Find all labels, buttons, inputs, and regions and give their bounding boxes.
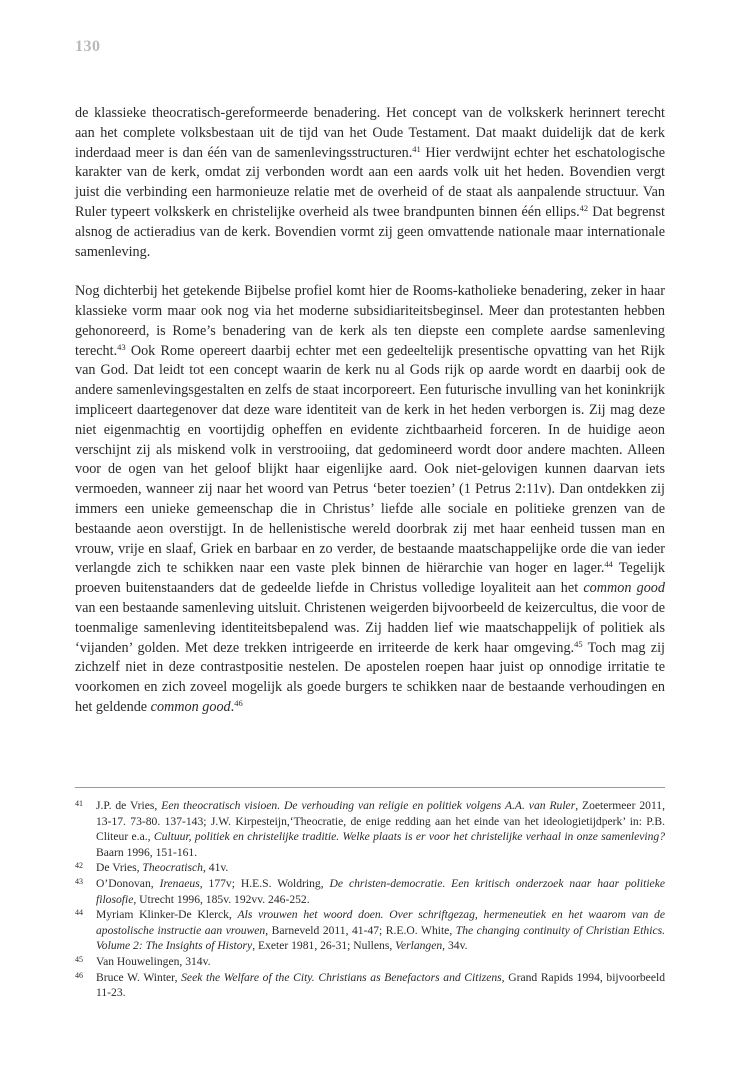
footnote [75,860,665,876]
text-run: Bruce W. Winter, [96,970,182,984]
text-run: Ook Rome opereert daarbij echter met een gedeeltelijk presentische opvatting van het Rijk van God. Dat leidt tot een concept waarin de kerk nu al Gods rijk op aarde wordt en daarbij ook de andere samenlevingsgestalten en zelfs de staat incorporeert. Een futurische invulling van het koninkrijk impliceert daartegenover dat deze ware identiteit van de kerk in het heden verborgen is. Zij mag deze niet eigenmachtig en voortijdig opheffen en evidente zichtbaarheid forceren. In de huidige aeon verschijnt zij als miskend volk in verstrooiing, dat gedomineerd wordt door andere machten. Alleen voor de ogen van het geloof blijkt haar eigenlijke aard. Ook niet-gelovigen kunnen daarvan iets vermoeden, wanneer zij naar het woord van Petrus ‘beter toezien’ (1 Petrus 2:11v). Dan ontdekken zij immers een unieke gemeenschap die in Christus’ liefde alle sociale en politieke grenzen van de bestaande aeon overstijgt. In de hellenistische wereld doorbrak zij met haar eenheid tussen man en vrouw, vrije en slaaf, Griek en barbaar en zo verder, de bestaande maatschappelijke orde die van ieder verlangde zich te schikken naar een vaste plek binnen de hiërarchie van hoger en lager. [75,342,665,577]
text-run: Tegelijk proeven buitenstaanders dat de gedeelde liefde in Christus volledige loyaliteit aan het [75,560,666,597]
body-text [75,104,665,718]
paragraph [75,104,665,262]
text-run: , 34v. [442,939,468,953]
text-run: Myriam Klinker-De Klerck, [96,908,238,922]
italic-text: common good [150,698,231,715]
footnote-ref: 41 [412,143,421,154]
text-run: Toch mag zij zichzelf niet in deze contrastpositie nestelen. De apostelen roepen haar juist op onnodige irritatie te voorkomen en zich zoveel mogelijk als goede burgers te schikken naar de bestaande verhoudingen en het geldende [75,639,665,715]
footnote-number: 42 [75,861,83,871]
footnotes [75,798,665,1001]
footnote [75,798,665,860]
text-run: Dat begrenst alsnog de actieradius van de kerk. Bovendien vormt zij geen omvattende nationale maar internationale samenleving. [75,203,665,260]
italic-text: common good [583,580,665,597]
text-run: , Exeter 1981, 26-31; Nullens, [252,939,396,953]
paragraph [75,282,665,718]
text-run: , 177v; H.E.S. Woldring, [199,876,330,890]
footnote-number: 45 [75,954,83,964]
text-run: van een bestaande samenleving uitsluit. Christenen weigerden bijvoorbeeld de keizercultus, die voor de toenmalige samenleving identiteitsbepalend was. Zij hadden lief wie maatschappelijk of politiek als ‘vijanden’ golden. Met deze trekken intrigeerde en irriteerde de kerk haar omgeving. [75,599,665,656]
footnote [75,954,665,970]
italic-text: Verlangen [395,939,443,953]
footnote-ref: 45 [574,638,583,649]
italic-text: Seek the Welfare of the City. Christians as Benefactors and Citizens [181,970,502,984]
text-run: J.P. de Vries, [96,799,162,812]
footnote-text [96,954,665,970]
footnote-text [96,907,665,954]
text-run: de klassieke theocratisch-gereformeerde benadering. Het concept van de volkskerk herinnert terecht aan het complete volksbestaan uit de tijd van het Oude Testament. Dat maakt duidelijk dat de kerk inderdaad meer is dan één van de samenlevingsstructuren. [75,105,665,161]
italic-text: The changing continuity of Christian Ethics. Volume 2: The Insights of History [96,923,666,953]
text-run: , 41v. [202,861,229,875]
italic-text: Een theocratisch visioen. De verhouding van religie en politiek volgens A.A. van Ruler [161,799,576,812]
italic-text: Als vrouwen het woord doen. Over schriftgezag, hermeneutiek en het waarom van de apostolische instructie aan vrouwen [96,908,665,937]
footnote-text [96,798,665,860]
footnote [75,876,665,907]
text-run: Van Houwelingen, 314v. [96,954,211,968]
page-number: 130 [75,38,101,55]
text-run: Baarn 1996, 151-161. [96,845,198,859]
italic-text: Theocratisch [142,861,203,875]
text-run: De Vries, [96,861,143,875]
footnote-divider [75,787,665,788]
footnote-number: 46 [75,970,83,980]
text-run: Hier verdwijnt echter het eschatologische karakter van de kerk, omdat zij verbonden wordt aan een aards volk uit het heden. Bovendien vergt juist die verbinding een harmonieuze relatie met de overheid of de staat als aanpalende structuur. Van Ruler typeert volkskerk en christelijke overheid als twee brandpunten binnen één ellips. [75,144,666,220]
italic-text: De christen-democratie. Een kritisch onderzoek naar haar politieke filosofie [96,876,665,906]
footnote-text [96,970,665,1001]
footnote-number: 43 [75,876,83,886]
italic-text: Irenaeus [159,876,200,890]
text-run: , Utrecht 1996, 185v. 192vv. 246-252. [133,892,310,906]
italic-text: Cultuur, politiek en christelijke traditie. Welke plaats is er voor het christelijke verhaal in onze samenleving? [153,830,666,844]
footnote-number: 41 [75,799,83,808]
footnote-ref: 43 [117,341,126,352]
footnote [75,907,665,954]
footnote-ref: 46 [234,697,243,708]
text-run: . [230,698,235,715]
footnote-ref: 44 [604,559,613,570]
footnote-number: 44 [75,908,83,918]
footnote-text [96,860,665,876]
footnote-ref: 42 [579,202,589,213]
text-run: Nog dichterbij het getekende Bijbelse profiel komt hier de Rooms-katholieke benadering, zeker in haar klassieke vorm maar ook nog via het moderne subsidiariteitsbeginsel. Meer dan protestanten hebben gehonoreerd, is Rome’s benadering van de kerk als ten diepste een complete aardse samenleving terecht. [75,283,665,359]
text-run: , Barneveld 2011, 41-47; R.E.O. White, [265,923,456,937]
text-run: , Zoetermeer 2011, 13-17. 73-80. 137-143; J.W. Kirpesteijn,‘Theocratie, de enige redding aan het einde van het ideologietijdperk’ in: P.B. Cliteur e.a., [96,799,666,844]
footnote-text [96,876,665,907]
text-run: , Grand Rapids 1994, bijvoorbeeld 11-23. [96,970,665,1000]
footnote [75,970,665,1001]
text-run: O’Donovan, [96,876,160,890]
